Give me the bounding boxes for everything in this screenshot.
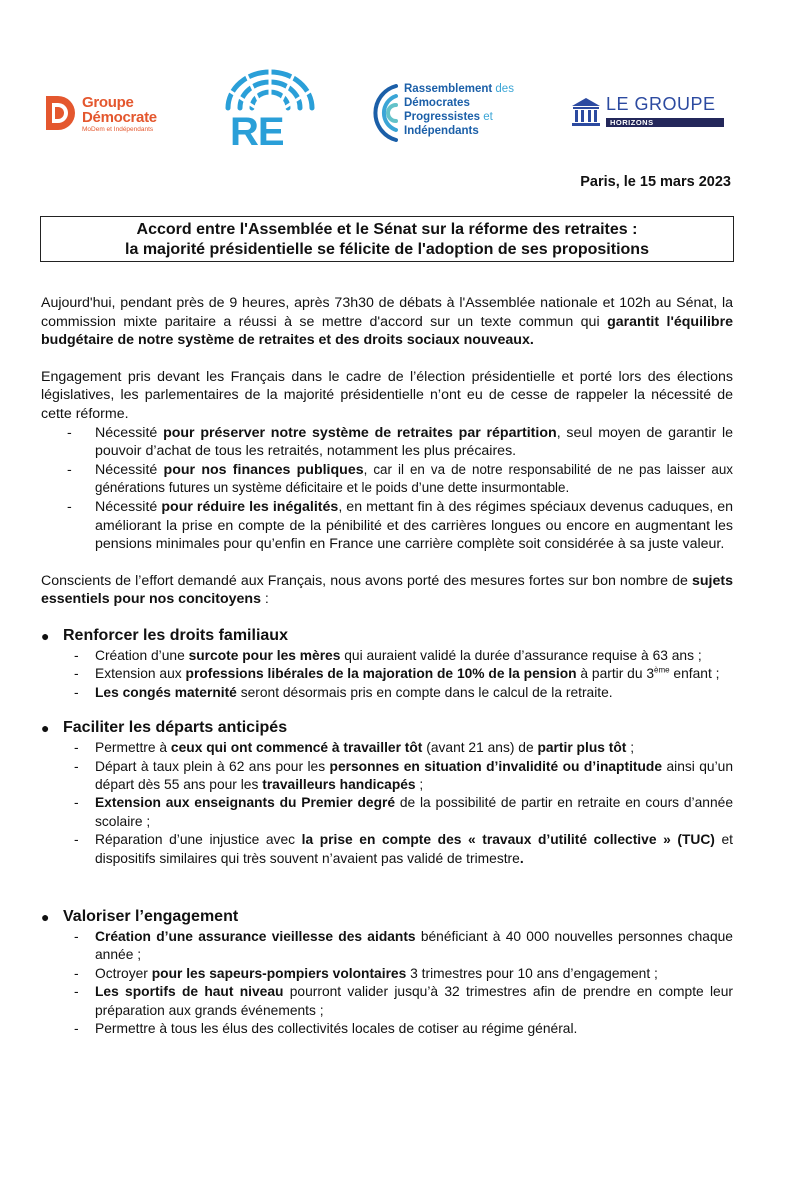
departs-list <box>41 739 733 868</box>
item-bold: . <box>519 850 524 866</box>
item-text: , car il en va de notre responsabilité de ne pas laisser aux générations futures un système déficitaire et le poids d’une dette insurmontable. <box>95 461 733 496</box>
re-text: RE <box>230 110 284 154</box>
item-text: Permettre à tous les élus des collectivités locales de cotiser au régime général. <box>95 1021 578 1036</box>
item-bold: pour les sapeurs-pompiers volontaires <box>151 965 407 981</box>
list-item: - Nécessité pour préserver notre système de retraites par répartition, seul moyen de garantir le pouvoir d’achat de tous les retraités, notamment les plus précaires. <box>67 424 733 460</box>
horizons-text: LE GROUPE <box>606 94 716 114</box>
intro-paragraph-1 <box>41 294 733 350</box>
familiaux-list <box>41 647 733 702</box>
item-bold: travailleurs handicapés <box>262 776 416 792</box>
item-text: , en mettant fin à des régimes spéciaux devenus caduques, en améliorant la prise en compte de la pénibilité et des carrières longues ou encore en augmentant les pensions minimales pour qu’enfin en France une carrière complète soit considérée à sa juste valeur. <box>95 498 733 553</box>
bullet-icon: ● <box>41 720 50 737</box>
title-line2: la majorité présidentielle se félicite de l'adoption de ses propositions <box>125 241 649 258</box>
press-release-body <box>41 294 733 1038</box>
bullet-icon: ● <box>41 908 50 925</box>
section-title-engagement <box>41 906 733 928</box>
item-bold: Les congés maternité <box>95 684 237 700</box>
item-text: de la possibilité de partir en retraite en cours d’année scolaire ; <box>95 795 733 829</box>
list-item: - Création d’une assurance vieillesse des aidants bénéficiant à 40 000 nouvelles personnes chaque année ; <box>74 928 733 963</box>
hemicycle-icon <box>220 68 320 112</box>
item-text: Permettre à <box>95 740 171 756</box>
list-item: - Nécessité pour nos finances publiques, car il en va de notre responsabilité de ne pas laisser aux générations futures un système déficitaire et le poids d’une dette insurmontable. <box>67 461 733 496</box>
item-text: Nécessité <box>95 498 162 515</box>
list-item: - Création d’une surcote pour les mères qui auraient validé la durée d’assurance requise à 63 ans ; <box>74 647 702 663</box>
groupe-democrate-line2: Démocrate <box>82 109 157 126</box>
list-item: - Extension aux enseignants du Premier degré de la possibilité de partir en retraite en cours d’année scolaire ; <box>74 795 733 829</box>
intro-p1-bold: garantit l'équilibre budgétaire de notre système de retraites et des droits sociaux nouveaux. <box>41 313 733 349</box>
item-bold: professions libérales de la majoration de 10% de la pension <box>185 666 577 682</box>
intro-p3-text: Conscients de l’effort demandé aux Français, nous avons porté des mesures fortes sur bon nombre de <box>41 572 692 589</box>
groupe-democrate-line3: MoDem et Indépendants <box>82 126 154 133</box>
intro-p3-bold: sujets essentiels pour nos concitoyens <box>41 572 733 608</box>
building-columns-icon <box>570 96 602 128</box>
item-bold: Les sportifs de haut niveau <box>95 984 284 1000</box>
item-bold: surcote pour les mères <box>188 647 341 663</box>
list-item: - Octroyer pour les sapeurs-pompiers volontaires 3 trimestres pour 10 ans d’engagement ; <box>74 965 658 981</box>
rdpi-arcs-icon <box>360 82 400 144</box>
item-text: pourront valider jusqu’à 32 trimestres afin de prendre en compte leur préparation aux grands événements ; <box>95 984 733 1018</box>
bullet-icon: ● <box>41 627 50 644</box>
rdpi-line1-bold: Rassemblement <box>404 83 493 95</box>
item-text: Nécessité <box>95 424 164 441</box>
section-title-departs <box>41 717 733 739</box>
item-text: Nécessité <box>95 461 164 478</box>
item-text: 3 trimestres pour 10 ans d’engagement ; <box>406 965 658 981</box>
list-item: - Les sportifs de haut niveau pourront valider jusqu’à 32 trimestres afin de prendre en compte leur préparation aux grands événements ; <box>74 984 733 1018</box>
section-title-text: Faciliter les départs anticipés <box>63 719 288 737</box>
item-bold: personnes en situation d’invalidité ou d’inaptitude <box>329 758 663 774</box>
item-text: ; <box>626 740 635 756</box>
horizons-sub: HORIZONS <box>610 118 654 127</box>
list-item: - Les congés maternité seront désormais pris en compte dans le calcul de la retraite. <box>74 684 613 700</box>
rdpi-text <box>404 82 514 138</box>
rdpi-line2: Démocrates <box>404 97 470 109</box>
intro-paragraph-2: Engagement pris devant les Français dans le cadre de l’élection présidentielle et porté lors des élections législatives, les parlementaires de la majorité présidentielle n’ont eu de cesse de rappeler la nécessité de cette réforme. <box>41 368 733 422</box>
list-item: - Réparation d’une injustice avec la prise en compte des « travaux d’utilité collective » (TUC) et dispositifs similaires qui très souvent n’avaient pas validé de trimestre. <box>74 832 734 866</box>
section-title-text: Renforcer les droits familiaux <box>63 626 288 644</box>
groupe-democrate-logo <box>44 92 194 136</box>
section-title-text: Valoriser l’engagement <box>63 907 239 925</box>
item-bold: ceux qui ont commencé à travailler tôt <box>170 740 423 756</box>
rdpi-line1-rest: des <box>492 83 514 95</box>
item-text: enfant ; <box>669 666 720 682</box>
rdpi-logo <box>360 80 540 146</box>
list-item: - Permettre à tous les élus des collectivités locales de cotiser au régime général. <box>74 1021 578 1036</box>
groupe-democrate-line1: Groupe <box>82 94 134 111</box>
intro-p3-end: : <box>260 591 269 608</box>
item-bold: la prise en compte des « travaux d’utilité collective » (TUC) <box>301 832 715 848</box>
list-item: - Permettre à ceux qui ont commencé à travailler tôt (avant 21 ans) de partir plus tôt ; <box>74 740 635 756</box>
item-text: Création d’une <box>95 647 189 663</box>
groupe-democrate-d-icon <box>44 94 80 132</box>
list-item: - Nécessité pour réduire les inégalités, en mettant fin à des régimes spéciaux devenus caduques, en améliorant la prise en compte de la pénibilité et des carrières longues ou encore en augmentant les pensions minimales pour qu’enfin en France une carrière complète soit considérée à sa juste valeur. <box>67 498 733 553</box>
list-item: - Départ à taux plein à 62 ans pour les personnes en situation d’invalidité ou d’inaptitude ainsi qu’un départ dès 55 ans pour les travailleurs handicapés ; <box>74 758 734 792</box>
item-bold: Création d’une assurance vieillesse des aidants <box>95 928 416 944</box>
re-logo <box>220 68 320 154</box>
engagement-list <box>41 928 733 1038</box>
item-text: et dispositifs similaires qui très souvent n’avaient pas validé de trimestre <box>95 832 734 866</box>
rdpi-line4: Indépendants <box>404 125 479 137</box>
item-bold: Extension aux enseignants du Premier degré <box>95 795 396 811</box>
list-item: - Extension aux professions libérales de la majoration de 10% de la pension à partir du 3ème enfant ; <box>74 665 720 682</box>
item-bold: pour préserver notre système de retraites par répartition <box>163 424 557 441</box>
item-sup: ème <box>654 665 670 675</box>
rdpi-line3-bold: Progressistes <box>404 111 481 123</box>
item-text: Départ à taux plein à 62 ans pour les <box>95 758 330 774</box>
necessity-list <box>41 424 733 554</box>
item-bold: partir plus tôt <box>537 740 627 756</box>
horizons-logo <box>570 96 730 132</box>
press-release-date: Paris, le 15 mars 2023 <box>580 174 731 190</box>
item-text: qui auraient validé la durée d’assurance requise à 63 ans ; <box>340 647 702 663</box>
item-text: , seul moyen de garantir le pouvoir d’achat de tous les retraités, notamment les plus précaires. <box>95 424 733 460</box>
section-title-familiaux <box>41 625 733 647</box>
item-bold: pour nos finances publiques <box>163 461 364 478</box>
item-text: bénéficiant à 40 000 nouvelles personnes chaque année ; <box>95 928 733 963</box>
item-text: Réparation d’une injustice avec <box>95 832 302 848</box>
item-bold: pour réduire les inégalités <box>161 498 339 515</box>
intro-paragraph-3 <box>41 572 733 609</box>
rdpi-line3-rest: et <box>480 111 493 123</box>
item-text: Extension aux <box>95 666 186 682</box>
logo-banner <box>0 60 805 160</box>
item-text: seront désormais pris en compte dans le calcul de la retraite. <box>236 684 613 700</box>
item-text: à partir du 3 <box>576 666 655 682</box>
title-line1: Accord entre l'Assemblée et le Sénat sur la réforme des retraites : <box>136 221 638 238</box>
intro-p1-text: Aujourd'hui, pendant près de 9 heures, après 73h30 de débats à l'Assemblée nationale et 102h au Sénat, la commission mixte paritaire a réussi à se mettre d'accord sur un texte commun qui <box>41 295 733 330</box>
item-text: (avant 21 ans) de <box>422 740 538 756</box>
item-text: Octroyer <box>95 965 152 981</box>
press-release-title <box>40 216 734 262</box>
item-text: ainsi qu’un départ dès 55 ans pour les <box>95 758 734 792</box>
item-text: ; <box>415 776 424 792</box>
